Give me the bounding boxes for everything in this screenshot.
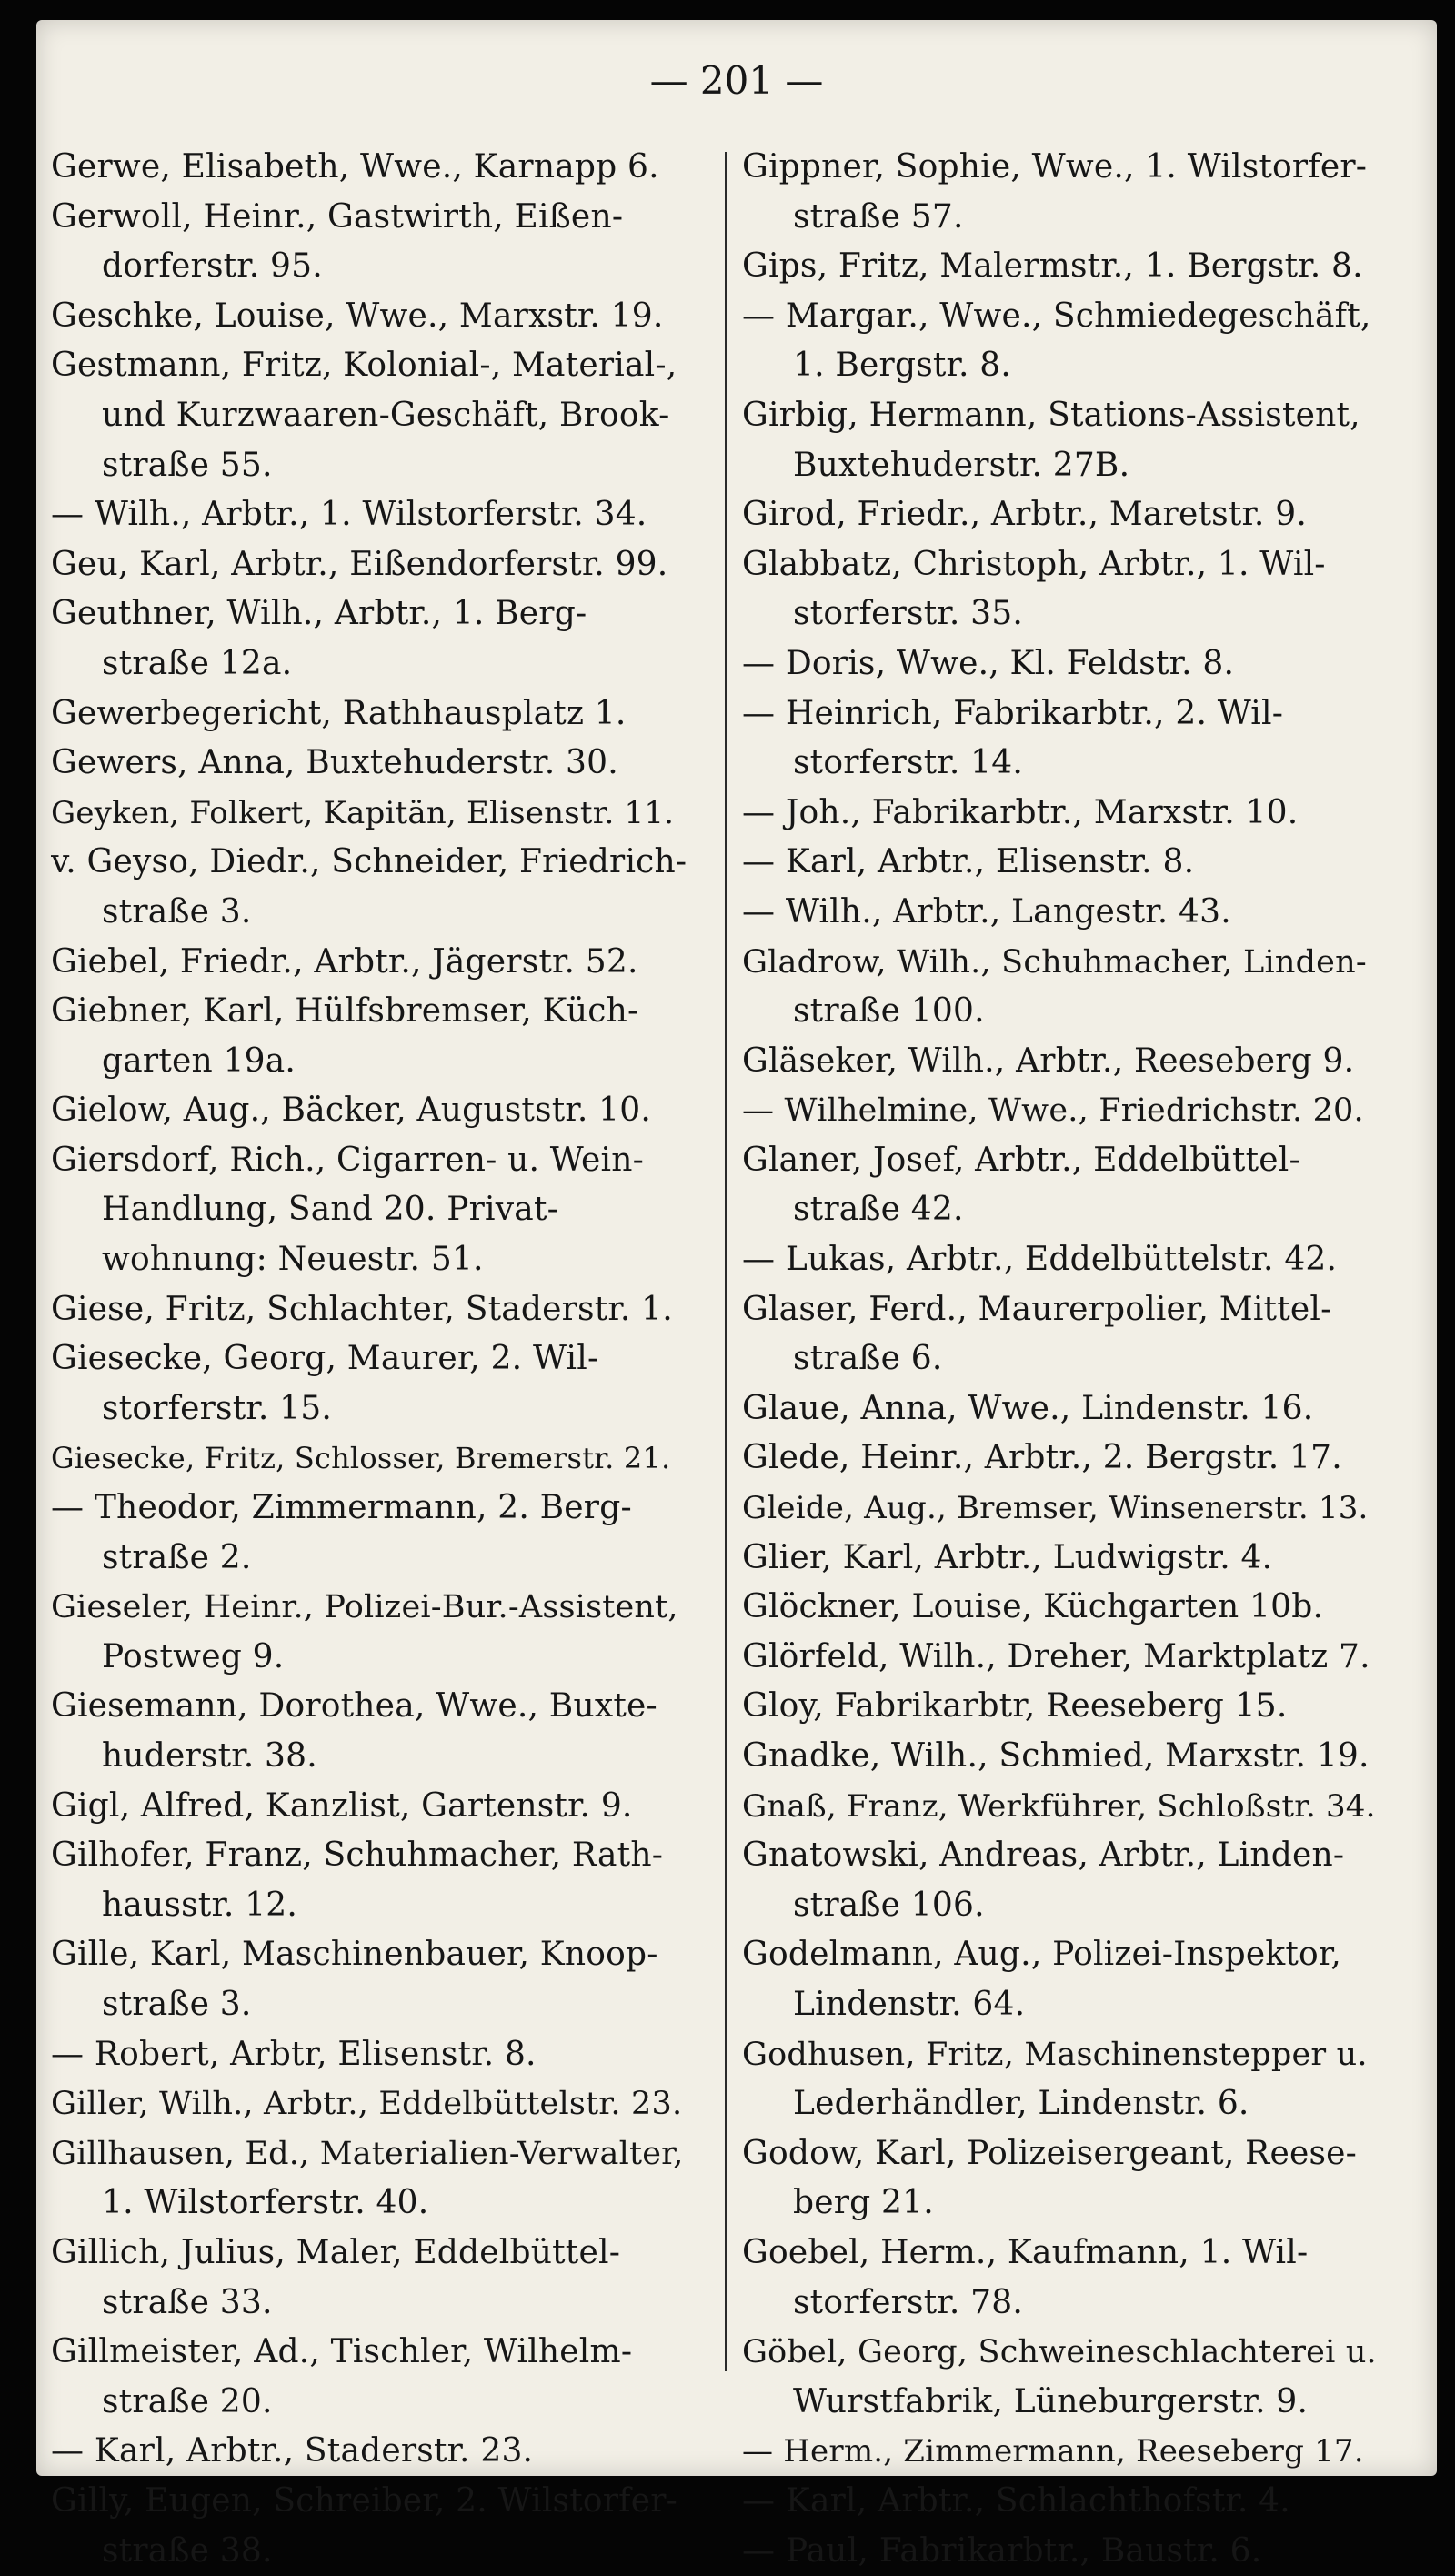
page-number: — 201 — [36, 56, 1437, 106]
directory-entry [742, 789, 1379, 839]
directory-entry [51, 2477, 687, 2576]
entry-line: Geuthner, Wilh., Arbtr., 1. Berg- [51, 589, 687, 639]
directory-entry [742, 143, 1379, 242]
directory-entry [51, 292, 687, 342]
entry-line: Glaner, Josef, Arbtr., Eddelbüttel- [742, 1136, 1379, 1186]
directory-entry [51, 1782, 687, 1832]
entry-line: Glörfeld, Wilh., Dreher, Marktplatz 7. [742, 1633, 1379, 1683]
entry-line: — Wilh., Arbtr., 1. Wilstorferstr. 34. [51, 490, 687, 540]
entry-line: — Robert, Arbtr, Elisenstr. 8. [51, 2030, 687, 2080]
entry-line: Giesecke, Georg, Maurer, 2. Wil- [51, 1334, 687, 1384]
directory-entry [51, 1831, 687, 1930]
directory-entry [742, 1086, 1379, 1136]
entry-continuation-line: straße 6. [742, 1334, 1379, 1384]
directory-entry [742, 1384, 1379, 1434]
entry-continuation-line: 1. Bergstr. 8. [742, 341, 1379, 391]
directory-entry [742, 1235, 1379, 1285]
entry-continuation-line: Lindenstr. 64. [742, 1980, 1379, 2030]
entry-line: — Herm., Zimmermann, Reeseberg 17. [742, 2427, 1379, 2477]
entry-continuation-line: straße 57. [742, 193, 1379, 243]
entry-continuation-line: huderstr. 38. [51, 1732, 687, 1782]
directory-entry [742, 2129, 1379, 2229]
entry-line: Geu, Karl, Arbtr., Eißendorferstr. 99. [51, 540, 687, 590]
entry-line: Glaue, Anna, Wwe., Lindenstr. 16. [742, 1384, 1379, 1434]
entry-continuation-line: Wurstfabrik, Lüneburgerstr. 9. [742, 2378, 1379, 2428]
entry-line: Giebner, Karl, Hülfsbremser, Küch- [51, 987, 687, 1037]
entry-line: Gläseker, Wilh., Arbtr., Reeseberg 9. [742, 1037, 1379, 1087]
directory-entry [742, 838, 1379, 888]
directory-entry [742, 689, 1379, 789]
directory-entry [51, 1086, 687, 1136]
entry-line: — Karl, Arbtr., Elisenstr. 8. [742, 838, 1379, 888]
entry-line: Geschke, Louise, Wwe., Marxstr. 19. [51, 292, 687, 342]
entry-line: Gladrow, Wilh., Schuhmacher, Linden- [742, 938, 1379, 988]
entry-line: — Karl, Arbtr., Staderstr. 23. [51, 2427, 687, 2477]
entry-line: Girbig, Hermann, Stations-Assistent, [742, 391, 1379, 441]
entry-continuation-line: und Kurzwaaren-Geschäft, Brook- [51, 391, 687, 441]
entry-line: Giller, Wilh., Arbtr., Eddelbüttelstr. 23. [51, 2079, 687, 2129]
directory-entry [51, 1682, 687, 1781]
entry-line: Giesemann, Dorothea, Wwe., Buxte- [51, 1682, 687, 1732]
entry-continuation-line: dorferstr. 95. [51, 242, 687, 292]
directory-entry [742, 391, 1379, 490]
entry-line: Gippner, Sophie, Wwe., 1. Wilstorfer- [742, 143, 1379, 193]
entry-line: Gloy, Fabrikarbtr, Reeseberg 15. [742, 1682, 1379, 1732]
column-divider [725, 152, 728, 2371]
entry-continuation-line: wohnung: Neuestr. 51. [51, 1235, 687, 1285]
directory-entry [742, 1434, 1379, 1484]
entry-continuation-line: storferstr. 15. [51, 1384, 687, 1434]
directory-entry [51, 1334, 687, 1434]
entry-line: — Heinrich, Fabrikarbtr., 2. Wil- [742, 689, 1379, 740]
directory-entry [51, 1136, 687, 1285]
directory-entry [51, 341, 687, 490]
directory-entry [742, 1930, 1379, 2029]
entry-line: Gnatowski, Andreas, Arbtr., Linden- [742, 1831, 1379, 1881]
directory-entry [742, 1136, 1379, 1235]
directory-entry [51, 2079, 687, 2129]
entry-line: — Karl, Arbtr., Schlachthofstr. 4. [742, 2477, 1379, 2527]
directory-entry [51, 1930, 687, 2029]
entry-line: Gieseler, Heinr., Polizei-Bur.-Assistent, [51, 1583, 687, 1633]
directory-entry [742, 2527, 1379, 2576]
entry-line: Gnadke, Wilh., Schmied, Marxstr. 19. [742, 1732, 1379, 1782]
entry-line: Glöckner, Louise, Küchgarten 10b. [742, 1583, 1379, 1633]
directory-entry [742, 292, 1379, 391]
entry-line: Gerwoll, Heinr., Gastwirth, Eißen- [51, 193, 687, 243]
entry-line: — Doris, Wwe., Kl. Feldstr. 8. [742, 639, 1379, 689]
entry-line: Gielow, Aug., Bäcker, Auguststr. 10. [51, 1086, 687, 1136]
entry-line: Giese, Fritz, Schlachter, Staderstr. 1. [51, 1285, 687, 1335]
entry-line: Glaser, Ferd., Maurerpolier, Mittel- [742, 1285, 1379, 1335]
entry-continuation-line: storferstr. 78. [742, 2279, 1379, 2329]
entry-continuation-line: storferstr. 14. [742, 739, 1379, 789]
entry-continuation-line: straße 38. [51, 2527, 687, 2576]
directory-entry [51, 789, 687, 839]
entry-line: Gnaß, Franz, Werkführer, Schloßstr. 34. [742, 1782, 1379, 1832]
entry-line: — Lukas, Arbtr., Eddelbüttelstr. 42. [742, 1235, 1379, 1285]
entry-continuation-line: straße 2. [51, 1534, 687, 1584]
entry-line: Gips, Fritz, Malermstr., 1. Bergstr. 8. [742, 242, 1379, 292]
entry-line: Glier, Karl, Arbtr., Ludwigstr. 4. [742, 1534, 1379, 1584]
directory-entry [51, 2328, 687, 2427]
entry-continuation-line: berg 21. [742, 2179, 1379, 2229]
directory-entry [51, 1484, 687, 1583]
entry-continuation-line: Handlung, Sand 20. Privat- [51, 1185, 687, 1235]
right-column [742, 143, 1379, 2576]
directory-entry [51, 2229, 687, 2328]
directory-entry [51, 193, 687, 292]
directory-entry [742, 938, 1379, 1037]
directory-entry [742, 1732, 1379, 1782]
directory-entry [742, 1633, 1379, 1683]
directory-entry [51, 739, 687, 789]
entry-line: Gigl, Alfred, Kanzlist, Gartenstr. 9. [51, 1782, 687, 1832]
entry-line: Gille, Karl, Maschinenbauer, Knoop- [51, 1930, 687, 1980]
directory-entry [742, 242, 1379, 292]
entry-continuation-line: straße 3. [51, 1980, 687, 2030]
entry-continuation-line: Postweg 9. [51, 1633, 687, 1683]
directory-entry [742, 2229, 1379, 2328]
left-column [51, 143, 687, 2576]
directory-entry [51, 938, 687, 988]
entry-line: v. Geyso, Diedr., Schneider, Friedrich- [51, 838, 687, 888]
entry-continuation-line: garten 19a. [51, 1037, 687, 1087]
directory-entry [742, 2427, 1379, 2477]
directory-entry [51, 589, 687, 689]
entry-line: Gilhofer, Franz, Schuhmacher, Rath- [51, 1831, 687, 1881]
directory-entry [51, 2129, 687, 2229]
directory-entry [742, 2030, 1379, 2129]
directory-entry [742, 1484, 1379, 1534]
directory-entry [51, 490, 687, 540]
directory-entry [742, 888, 1379, 938]
entry-continuation-line: Buxtehuderstr. 27B. [742, 441, 1379, 491]
directory-entry [742, 2328, 1379, 2427]
entry-continuation-line: straße 106. [742, 1881, 1379, 1931]
entry-continuation-line: Lederhändler, Lindenstr. 6. [742, 2079, 1379, 2129]
directory-entry [742, 1782, 1379, 1832]
entry-line: Gewerbegericht, Rathhausplatz 1. [51, 689, 687, 740]
entry-line: Giesecke, Fritz, Schlosser, Bremerstr. 21. [51, 1434, 687, 1484]
entry-line: Godelmann, Aug., Polizei-Inspektor, [742, 1930, 1379, 1980]
directory-entry [742, 1534, 1379, 1584]
entry-continuation-line: straße 100. [742, 987, 1379, 1037]
entry-line: Godow, Karl, Polizeisergeant, Reese- [742, 2129, 1379, 2179]
entry-continuation-line: straße 33. [51, 2279, 687, 2329]
entry-continuation-line: storferstr. 35. [742, 589, 1379, 639]
directory-entry [742, 490, 1379, 540]
entry-line: Giersdorf, Rich., Cigarren- u. Wein- [51, 1136, 687, 1186]
directory-entry [51, 689, 687, 740]
directory-entry [742, 639, 1379, 689]
directory-entry [742, 1682, 1379, 1732]
directory-entry [51, 1434, 687, 1484]
entry-continuation-line: hausstr. 12. [51, 1881, 687, 1931]
entry-line: Goebel, Herm., Kaufmann, 1. Wil- [742, 2229, 1379, 2279]
entry-line: — Wilhelmine, Wwe., Friedrichstr. 20. [742, 1086, 1379, 1136]
entry-line: — Theodor, Zimmermann, 2. Berg- [51, 1484, 687, 1534]
entry-continuation-line: straße 55. [51, 441, 687, 491]
entry-line: Gillhausen, Ed., Materialien-Verwalter, [51, 2129, 687, 2179]
entry-line: — Joh., Fabrikarbtr., Marxstr. 10. [742, 789, 1379, 839]
directory-entry [51, 143, 687, 193]
entry-continuation-line: straße 42. [742, 1185, 1379, 1235]
directory-page [36, 20, 1437, 2476]
entry-line: Gleide, Aug., Bremser, Winsenerstr. 13. [742, 1484, 1379, 1534]
entry-line: Gillich, Julius, Maler, Eddelbüttel- [51, 2229, 687, 2279]
entry-line: Glabbatz, Christoph, Arbtr., 1. Wil- [742, 540, 1379, 590]
directory-entry [742, 2477, 1379, 2527]
entry-continuation-line: 1. Wilstorferstr. 40. [51, 2179, 687, 2229]
directory-entry [742, 1037, 1379, 1087]
directory-entry [51, 1583, 687, 1682]
entry-line: Gewers, Anna, Buxtehuderstr. 30. [51, 739, 687, 789]
directory-entry [742, 540, 1379, 639]
directory-entry [742, 1583, 1379, 1633]
directory-entry [51, 987, 687, 1086]
directory-entry [51, 2427, 687, 2477]
entry-line: — Wilh., Arbtr., Langestr. 43. [742, 888, 1379, 938]
entry-line: Gillmeister, Ad., Tischler, Wilhelm- [51, 2328, 687, 2378]
directory-entry [51, 540, 687, 590]
directory-entry [51, 2030, 687, 2080]
entry-line: Godhusen, Fritz, Maschinenstepper u. [742, 2030, 1379, 2080]
entry-line: Girod, Friedr., Arbtr., Maretstr. 9. [742, 490, 1379, 540]
directory-entry [51, 1285, 687, 1335]
entry-continuation-line: straße 20. [51, 2378, 687, 2428]
entry-continuation-line: straße 3. [51, 888, 687, 938]
entry-line: Gilly, Eugen, Schreiber, 2. Wilstorfer- [51, 2477, 687, 2527]
entry-line: Geyken, Folkert, Kapitän, Elisenstr. 11. [51, 789, 687, 839]
entry-line: Glede, Heinr., Arbtr., 2. Bergstr. 17. [742, 1434, 1379, 1484]
entry-line: Gestmann, Fritz, Kolonial-, Material-, [51, 341, 687, 391]
entry-line: — Margar., Wwe., Schmiedegeschäft, [742, 292, 1379, 342]
entry-line: — Paul, Fabrikarbtr., Baustr. 6. [742, 2527, 1379, 2576]
directory-entry [742, 1285, 1379, 1384]
entry-line: Gerwe, Elisabeth, Wwe., Karnapp 6. [51, 143, 687, 193]
directory-entry [742, 1831, 1379, 1930]
entry-line: Göbel, Georg, Schweineschlachterei u. [742, 2328, 1379, 2378]
directory-entry [51, 838, 687, 937]
entry-continuation-line: straße 12a. [51, 639, 687, 689]
entry-line: Giebel, Friedr., Arbtr., Jägerstr. 52. [51, 938, 687, 988]
